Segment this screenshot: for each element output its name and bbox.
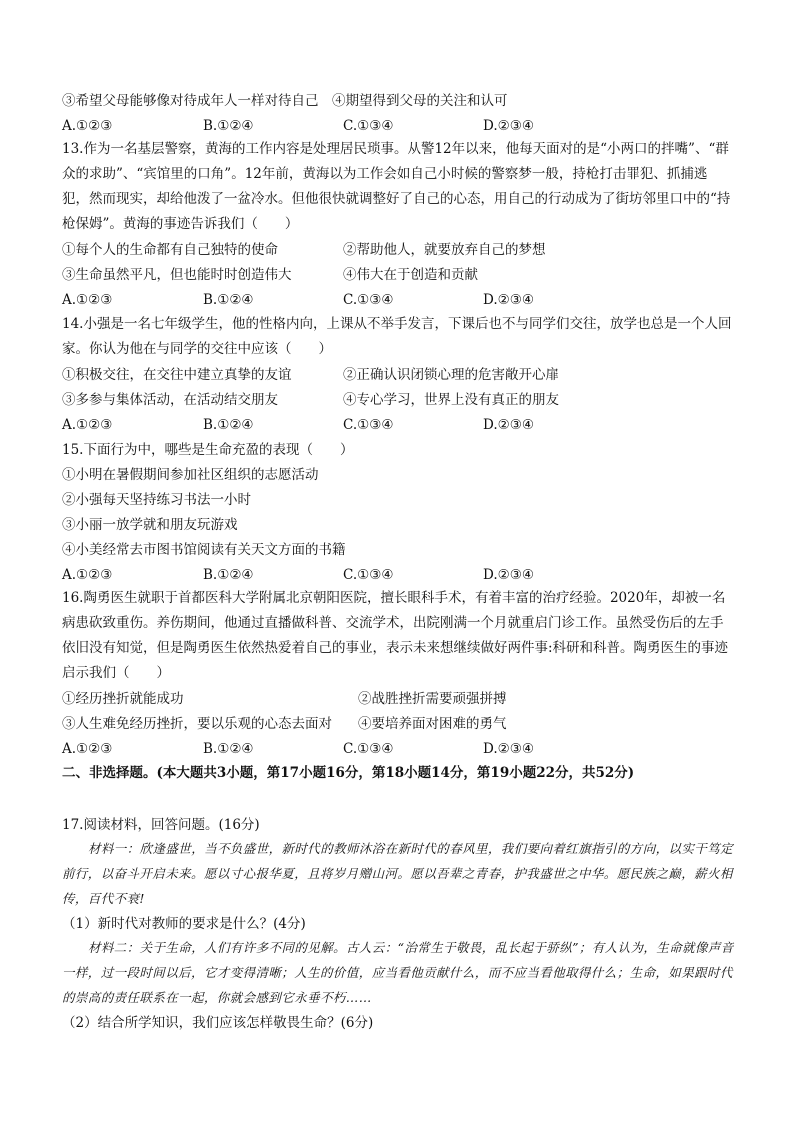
q15-stem: 15.下面行为中，哪些是生命充盈的表现（ ）	[62, 442, 354, 458]
q14-items-row2	[62, 390, 742, 410]
q15-option-a[interactable]: A.①②③	[62, 567, 113, 583]
q14-stem: 14.小强是一名七年级学生，他的性格内向，上课从不举手发言，下课后也不与同学们交往，放学也总是一个人回家。你认为他在与同学的交往中应该（ ）	[62, 316, 732, 357]
q16-item-3: ③人生难免经历挫折，要以乐观的心态去面对	[62, 716, 332, 732]
q12-options	[62, 116, 742, 136]
q15-item-4: ④小美经常去市图书馆阅读有关天文方面的书籍	[62, 542, 346, 558]
q17-subquestion-2: （2）结合所学知识，我们应该怎样敬畏生命？(6分)	[62, 1015, 374, 1031]
q13-item-4: ④伟大在于创造和贡献	[343, 267, 478, 283]
q16-stem: 16.陶勇医生就职于首都医科大学附属北京朝阳医院，擅长眼科手术，有着丰富的治疗经验。2020年，却被一名病患砍致重伤。养伤期间，他通过直播做科普、交流学术，出院刚满一个月就重启门诊工作。虽然受伤后的左手依旧没有知觉，但是陶勇医生依然热爱着自己的事业，表示未来想继续做好两件事:科研和科普。陶勇医生的事迹启示我们（ ）	[62, 590, 729, 681]
q14-option-b[interactable]: B.①②④	[203, 417, 254, 433]
q17-material-1: 材料一：欣逢盛世，当不负盛世，新时代的教师沐浴在新时代的春风里，我们要向着红旗指引的方向，以实干笃定前行，以奋斗开启未来。愿以寸心报华夏，且将岁月赠山河。愿以吾辈之青春，护我盛世之中华。愿民族之巅，薪火相传，百代不衰!	[62, 841, 734, 906]
q16-items-row2	[62, 714, 742, 734]
q14-item-1: ①积极交往，在交往中建立真挚的友谊	[62, 367, 292, 383]
q15-option-d[interactable]: D.②③④	[483, 567, 534, 583]
q13-items-row1	[62, 240, 742, 260]
q16-option-d[interactable]: D.②③④	[483, 741, 534, 757]
q12-item-line: ③希望父母能够像对待成年人一样对待自己 ④期望得到父母的关注和认可	[62, 93, 508, 109]
q15-options	[62, 565, 742, 585]
q15-item-2: ②小强每天坚持练习书法一小时	[62, 492, 251, 508]
q16-options	[62, 739, 742, 759]
q15-item-1: ①小明在暑假期间参加社区组织的志愿活动	[62, 467, 319, 483]
q14-item-4: ④专心学习，世界上没有真正的朋友	[343, 392, 559, 408]
q16-option-b[interactable]: B.①②④	[203, 741, 254, 757]
q16-option-c[interactable]: C.①③④	[343, 741, 394, 757]
q14-option-a[interactable]: A.①②③	[62, 417, 113, 433]
q14-option-d[interactable]: D.②③④	[483, 417, 534, 433]
q13-stem: 13.作为一名基层警察，黄海的工作内容是处理居民琐事。从警12年以来，他每天面对的是“小两口的拌嘴”、“群众的求助”、“宾馆里的口角”。12年前，黄海以为工作会如自己小时候的警察梦一般，持枪打击罪犯、抓捕逃犯，然而现实，却给他泼了一盆冷水。但他很快就调整好了自己的心态，用自己的行动成为了街坊邻里口中的“持枪保姆”。黄海的事迹告诉我们（ ）	[62, 141, 731, 232]
q14-item-3: ③多参与集体活动，在活动结交朋友	[62, 392, 278, 408]
q12-option-b[interactable]: B.①②④	[203, 118, 254, 134]
q15-option-c[interactable]: C.①③④	[343, 567, 394, 583]
q14-options	[62, 415, 742, 435]
q13-option-a[interactable]: A.①②③	[62, 292, 113, 308]
q13-option-b[interactable]: B.①②④	[203, 292, 254, 308]
q15-option-b[interactable]: B.①②④	[203, 567, 254, 583]
q12-option-d[interactable]: D.②③④	[483, 118, 534, 134]
q12-option-a[interactable]: A.①②③	[62, 118, 113, 134]
q16-option-a[interactable]: A.①②③	[62, 741, 113, 757]
q17-material-2: 材料二：关于生命，人们有许多不同的见解。古人云：“治常生于敬畏，乱长起于骄纵”；有人认为，生命就像声音一样，过一段时间以后，它才变得清晰；人生的价值，应当看他贡献什么，而不应当看他取得什么；生命，如果跟时代的崇高的责任联系在一起，你就会感到它永垂不朽……	[62, 940, 734, 1005]
q13-item-1: ①每个人的生命都有自己独特的使命	[62, 242, 278, 258]
q16-item-4: ④要培养面对困难的勇气	[358, 716, 507, 732]
section2-title: 二、非选择题。(本大题共3小题，第17小题16分，第18小题14分，第19小题22分，共52分)	[62, 765, 635, 781]
q13-option-c[interactable]: C.①③④	[343, 292, 394, 308]
q15-item-3: ③小丽一放学就和朋友玩游戏	[62, 517, 238, 533]
q13-item-3: ③生命虽然平凡，但也能时时创造伟大	[62, 267, 292, 283]
q16-items-row1	[62, 689, 742, 709]
q17-subquestion-1: （1）新时代对教师的要求是什么？(4分)	[62, 916, 306, 932]
q12-option-c[interactable]: C.①③④	[343, 118, 394, 134]
q17-stem: 17.阅读材料，回答问题。(16分)	[62, 817, 260, 833]
q16-item-1: ①经历挫折就能成功	[62, 691, 184, 707]
q14-items-row1	[62, 365, 742, 385]
q13-item-2: ②帮助他人，就要放弃自己的梦想	[343, 242, 546, 258]
q14-item-2: ②正确认识闭锁心理的危害敞开心扉	[343, 367, 559, 383]
q16-item-2: ②战胜挫折需要顽强拼搏	[358, 691, 507, 707]
q13-items-row2	[62, 265, 742, 285]
q13-options	[62, 290, 742, 310]
q14-option-c[interactable]: C.①③④	[343, 417, 394, 433]
q13-option-d[interactable]: D.②③④	[483, 292, 534, 308]
